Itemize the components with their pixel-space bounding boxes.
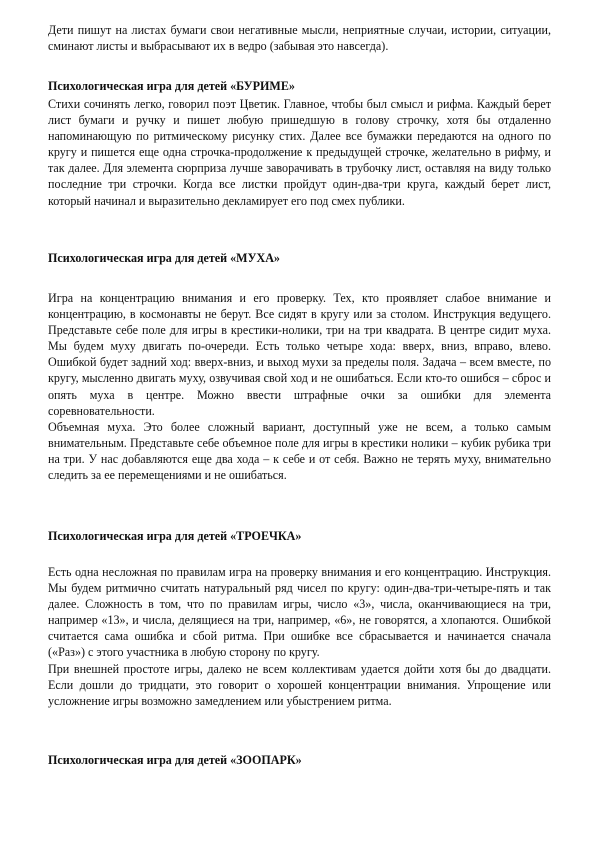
burime-section — [48, 96, 551, 209]
intro-paragraph-block — [48, 22, 551, 54]
mukha-section — [48, 290, 551, 483]
troechka-paragraph-2: При внешней простоте игры, далеко не всем коллективам удается дойти хотя бы до двадцати. Если дошли до тридцати, это говорит о хорошей концентрации внимания. Упрощение или усложнение игры возможно замедлением или убыстрением ритма. — [48, 661, 551, 708]
troechka-section — [48, 564, 551, 709]
heading-zoopark: Психологическая игра для детей «ЗООПАРК» — [48, 753, 302, 767]
mukha-paragraph-2: Объемная муха. Это более сложный вариант, доступный уже не всем, а только самым внимательным. Представьте себе объемное поле для игры в крестики нолики – кубик рубика три на три. У нас добавляются еще два хода – к себе и от себя. Важно не терять муху, внимательно следить за ее перемещениями и не ошибаться. — [48, 419, 551, 483]
heading-mukha: Психологическая игра для детей «МУХА» — [48, 251, 280, 265]
intro-paragraph: Дети пишут на листах бумаги свои негативные мысли, неприятные случаи, истории, ситуации, сминают листы и выбрасывают их в ведро (забывая это навсегда). — [48, 23, 551, 54]
heading-troechka: Психологическая игра для детей «ТРОЕЧКА» — [48, 529, 302, 543]
troechka-paragraph-1: Есть одна несложная по правилам игра на проверку внимания и его концентрацию. Инструкция. Мы будем ритмично считать натуральный ряд чисел по кругу: один-два-три-четыре-пять и так далее. Сложность в том, что по правилам игры, число «3», числа, оканчивающиеся на три, например «13», и числа, делящиеся на три, например, «6», не говорятся, а хлопаются. Ошибкой считается сама ошибка и сбой ритма. При ошибке все сбрасывается и начинается сначала («Раз») с этого участника в любую сторону по кругу. — [48, 565, 551, 660]
heading-burime: Психологическая игра для детей «БУРИМЕ» — [48, 79, 295, 93]
burime-paragraph: Стихи сочинять легко, говорил поэт Цветик. Главное, чтобы был смысл и рифма. Каждый берет лист бумаги и ручку и пишет любую пришедшую в голову строчку, хотя бы отдаленно напоминающую по ритмическому рисунку стих. Далее все бумажки передаются на одного по кругу и пишется еще одна строчка-продолжение к предыдущей строчке, желательно в рифму, и так далее. Для элемента сюрприза лучше заворачивать в трубочку лист, оставляя на виду только последние три строчки. Когда все листки пройдут один-два-три круга, каждый берет лист, который начинал и выразительно декламирует его под смех публики. — [48, 97, 551, 208]
mukha-paragraph-1: Игра на концентрацию внимания и его проверку. Тех, кто проявляет слабое внимание и концентрацию, в космонавты не берут. Все сидят в кругу или за столом. Инструкция ведущего. Представьте себе поле для игры в крестики-нолики, три на три квадрата. В центре сидит муха. Мы будем муху двигать по-очереди. Есть только четыре хода: вверх, вниз, вправо, влево. Ошибкой будет задний ход: вверх-вниз, и выход мухи за пределы поля. Задача – всем вместе, по кругу, мысленно двигать муху, озвучивая свой ход и не ошибаться. Если кто-то ошибся – сброс и опять муха в центре. Можно ввести штрафные очки за ошибки для элемента соревновательности. — [48, 291, 551, 418]
